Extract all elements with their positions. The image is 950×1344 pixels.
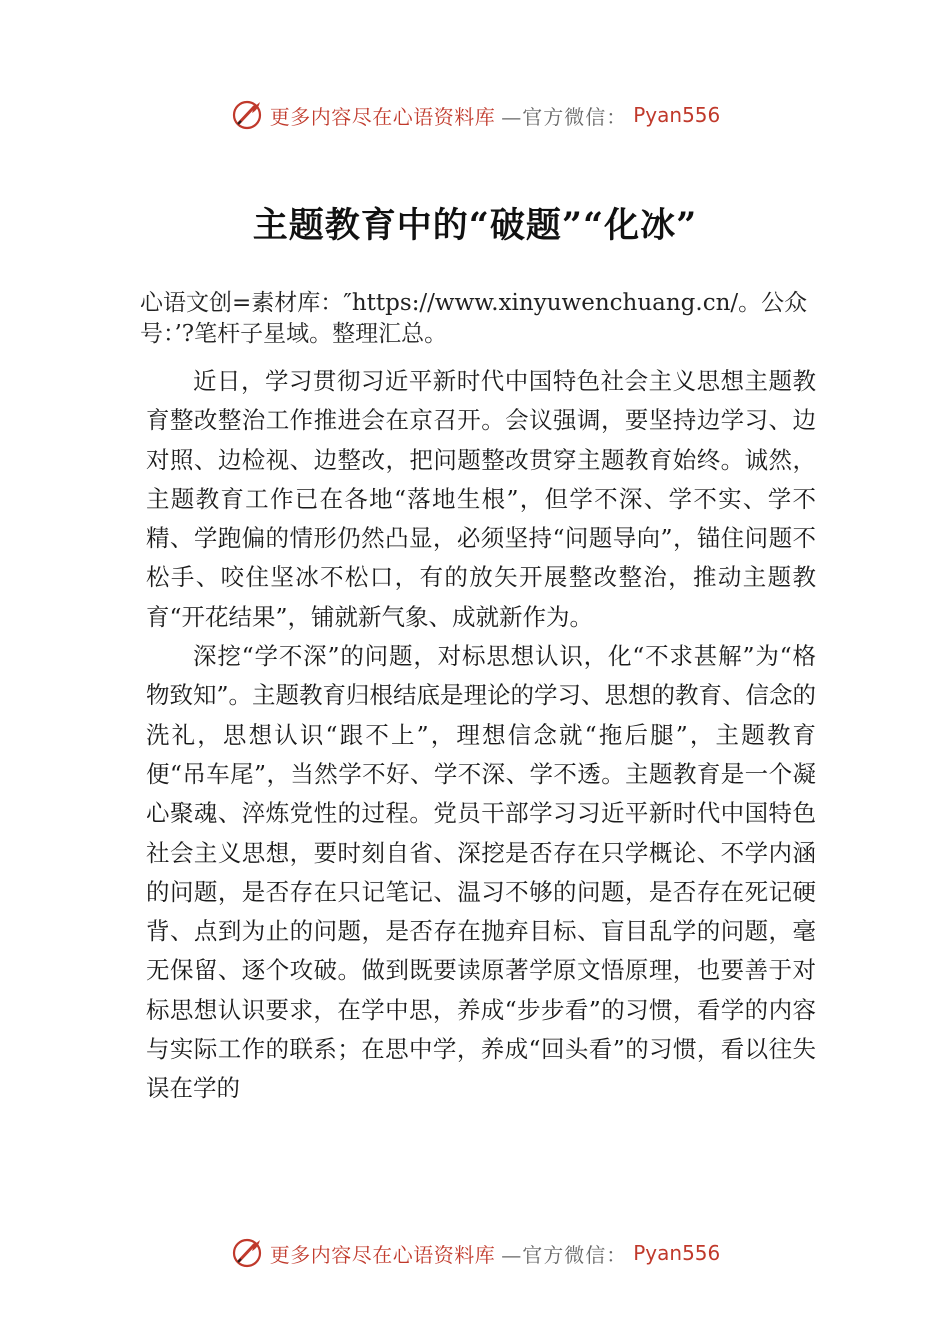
paragraph: 近日，学习贯彻习近平新时代中国特色社会主义思想主题教育整改整治工作推进会在京召开。会议强调，要坚持边学习、边对照、边检视、边整改，把问题整改贯穿主题教育始终。诚然，主题教育工作已在各地“落地生根”，但学不深、学不实、学不精、学跑偏的情形仍然凸显，必须坚持“问题导向”，锚住问题不松手、咬住坚冰不松口，有的放矢开展整改整治，推动主题教育“开花结果”，铺就新气象、成就新作为。	[146, 367, 816, 631]
quill-logo-icon	[230, 98, 264, 132]
footer-wechat-id: Pyan556	[633, 1241, 721, 1265]
document-title: 主题教育中的“破题”“化冰”	[252, 205, 698, 246]
header-wechat-id: Pyan556	[633, 103, 721, 127]
footer-official-text: —官方微信：	[501, 1242, 628, 1267]
document-body	[146, 362, 816, 1109]
source-line: 心语文创=素材库：″https://www.xinyuwenchuang.cn/。公众号：’?笔杆子星域。整理汇总。	[140, 290, 808, 347]
paragraph: 深挖“学不深”的问题，对标思想认识，化“不求甚解”为“格物致知”。主题教育归根结底是理论的学习、思想的教育、信念的洗礼，思想认识“跟不上”，理想信念就“拖后腿”，主题教育便“吊车尾”，当然学不好、学不深、学不透。主题教育是一个凝心聚魂、淬炼党性的过程。党员干部学习习近平新时代中国特色社会主义思想，要时刻自省、深挖是否存在只学概论、不学内涵的问题，是否存在只记笔记、温习不够的问题，是否存在死记硬背、点到为止的问题，是否存在抛弃目标、盲目乱学的问题，毫无保留、逐个攻破。做到既要读原著学原文悟原理，也要善于对标思想认识要求，在学中思，养成“步步看”的习惯，看学的内容与实际工作的联系；在思中学，养成“回头看”的习惯，看以往失误在学的	[146, 642, 817, 1103]
footer-brand-text: 更多内容尽在心语资料库	[269, 1242, 496, 1267]
header-official-text: —官方微信：	[501, 104, 628, 129]
header-brand-text: 更多内容尽在心语资料库	[269, 104, 496, 129]
header-banner	[0, 95, 950, 135]
quill-logo-icon	[230, 1236, 264, 1270]
footer-banner	[0, 1233, 950, 1273]
